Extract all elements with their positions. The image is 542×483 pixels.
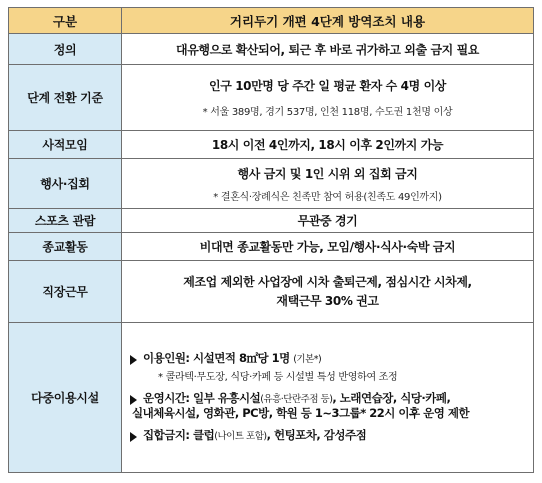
text-gathering: 18시 이전 4인까지, 18시 이후 2인까지 가능 — [122, 131, 534, 159]
text-work-line1: 제조업 제외한 사업장에 시차 출퇴근제, 점심시간 시차제, — [183, 274, 472, 289]
text-ban-small: (나이트 포함) — [214, 430, 267, 442]
cell-stage — [122, 65, 534, 131]
row-events — [9, 159, 534, 209]
text-hours-small: (유흥·단란주점 등) — [260, 393, 333, 405]
label-events: 행사·집회 — [9, 159, 122, 209]
bullet-hours — [130, 391, 529, 407]
triangle-bullet-icon — [130, 395, 137, 405]
text-hours-line2: 실내체육시설, 영화관, PC방, 학원 등 1~3그룹* 22시 이후 운영 제한 — [132, 406, 470, 421]
measures-table — [8, 7, 534, 473]
text-capacity-small: (기본*) — [293, 354, 322, 366]
row-stage — [9, 65, 534, 131]
text-events: 행사 금지 및 1인 시위 외 집회 금지 — [237, 166, 418, 181]
hours-text-wrap — [143, 391, 450, 407]
row-definition — [9, 34, 534, 65]
row-work — [9, 261, 534, 323]
text-ban-a: 집합금지: 클럽 — [143, 427, 215, 442]
text-capacity: 이용인원: 시설면적 8㎡당 1명 — [143, 351, 290, 366]
note-capacity: * 콜라텍·무도장, 식당·카페 등 시설별 특성 반영하여 조정 — [158, 372, 398, 384]
label-facilities: 다중이용시설 — [9, 323, 122, 473]
text-hours-b: , 노래연습장, 식당·카페, — [332, 390, 451, 405]
note-stage: * 서울 389명, 경기 537명, 인천 118명, 수도권 1천명 이상 — [202, 107, 453, 118]
note-events: * 결혼식·장례식은 친족만 참여 허용(친족도 49인까지) — [213, 191, 442, 203]
label-stage: 단계 전환 기준 — [9, 65, 122, 131]
row-religion — [9, 233, 534, 261]
label-gathering: 사적모임 — [9, 131, 122, 159]
text-sports: 무관중 경기 — [122, 209, 534, 233]
text-ban-b: , 헌팅포차, 감성주점 — [266, 427, 367, 442]
text-work-line2: 재택근무 30% 권고 — [276, 293, 379, 308]
ban-text-wrap — [143, 428, 366, 444]
cell-facilities — [122, 323, 534, 473]
label-religion: 종교활동 — [9, 233, 122, 261]
text-religion: 비대면 종교활동만 가능, 모임/행사·식사·숙박 금지 — [122, 233, 534, 261]
label-sports: 스포츠 관람 — [9, 209, 122, 233]
header-title: 거리두기 개편 4단계 방역조치 내용 — [122, 8, 534, 34]
header-row — [9, 8, 534, 34]
label-work: 직장근무 — [9, 261, 122, 323]
cell-work — [122, 261, 534, 323]
row-sports — [9, 209, 534, 233]
triangle-bullet-icon — [130, 432, 137, 442]
text-definition: 대유행으로 확산되어, 퇴근 후 바로 귀가하고 외출 금지 필요 — [122, 34, 534, 65]
measures-table-wrapper — [8, 7, 534, 473]
text-hours-a: 운영시간: 일부 유흥시설 — [143, 390, 261, 405]
bullet-ban — [130, 428, 529, 444]
label-definition: 정의 — [9, 34, 122, 65]
cell-events — [122, 159, 534, 209]
text-stage: 인구 10만명 당 주간 일 평균 환자 수 4명 이상 — [209, 79, 446, 93]
row-facilities — [9, 323, 534, 473]
row-gathering — [9, 131, 534, 159]
header-category: 구분 — [9, 8, 122, 34]
capacity-text-wrap — [143, 351, 321, 367]
bullet-capacity — [130, 351, 529, 367]
triangle-bullet-icon — [130, 355, 137, 365]
